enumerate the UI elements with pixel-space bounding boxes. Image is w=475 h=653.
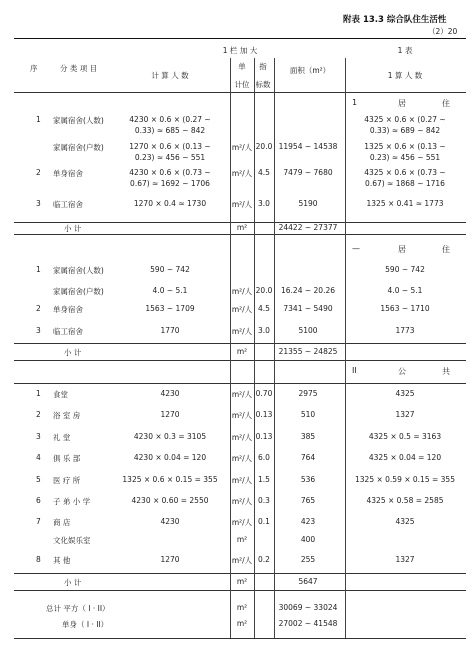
row-right: 1327 [395,555,415,564]
total-unit: m² [236,619,248,628]
table-rule [14,360,466,361]
row-index: 1 [36,389,41,398]
table-rule [14,383,466,384]
section-label: — [352,244,360,253]
subtotal-unit: m² [236,223,248,232]
row-norm: 1.5 [258,475,270,484]
row-right: 1773 [395,326,415,335]
row-calc: 1270 × 0.4 ≈ 1730 [133,199,207,208]
subtotal-area: 5647 [298,577,318,586]
row-area: 385 [300,432,316,441]
row-unit: m²/人 [231,518,253,527]
row-unit: m²/人 [231,169,253,178]
row-name: 家属宿舍(户数) [53,287,104,296]
row-right: 4325 × 0.58 = 2585 [366,496,444,505]
row-unit: m²/人 [231,287,253,296]
row-index: 7 [36,517,41,526]
row-name: 家属宿舍(户数) [53,143,104,152]
row-right: 4325 [395,389,415,398]
row-calc: 1563 ~ 1709 [145,304,195,313]
row-unit: m²/人 [231,454,253,463]
section-label: 1 [352,98,358,107]
row-calc: 4230 × 0.04 = 120 [133,453,207,462]
row-area: 7479 ~ 7680 [283,168,333,177]
table-title: 附表 13.3 综合队住生活性 [343,15,447,25]
row-area: 510 [300,410,316,419]
row-name: 浴 室 房 [53,411,81,420]
row-area: 11954 ~ 14538 [278,142,338,151]
row-norm: 4.5 [258,304,270,313]
row-right-2: 0.67) ≈ 1868 ~ 1716 [365,179,445,188]
row-unit: m²/人 [231,476,253,485]
column-norm-top: 指 [259,62,267,71]
table-rule [14,92,466,93]
row-area: 536 [300,475,316,484]
section-label: 共 [442,367,450,376]
row-unit: m²/人 [231,497,253,506]
row-unit: m²/人 [231,390,253,399]
column-group-left: 1 栏 加 大 [222,46,258,55]
table-rule [14,638,466,639]
row-area: 764 [300,453,316,462]
row-right: 1327 [395,410,415,419]
row-norm: 0.3 [258,496,270,505]
table-note: （2）20 [428,27,458,36]
row-calc: 1270 [160,555,180,564]
row-norm: 0.70 [255,389,273,398]
column-unit-bottom: 计位 [234,80,250,89]
row-name: 食堂 [53,390,68,399]
total-area: 30069 ~ 33024 [278,603,338,612]
row-unit: m²/人 [231,411,253,420]
section-label: II [352,366,357,375]
row-calc-2: 0.33) ≈ 685 ~ 842 [134,126,206,135]
row-calc: 590 ~ 742 [150,265,190,274]
section-label: 住 [442,245,450,254]
row-name: 单身宿舍 [53,305,83,314]
subtotal-label: 小 计 [64,348,82,357]
row-index: 8 [36,555,41,564]
table-rule [14,573,466,574]
subtotal-area: 21355 ~ 24825 [278,347,338,356]
row-name: 临工宿舍 [53,200,83,209]
table-rule [14,234,466,235]
row-index: 6 [36,496,41,505]
row-name: 礼 堂 [53,433,71,442]
row-unit: m²/人 [231,556,253,565]
row-right: 1325 × 0.41 ≈ 1773 [366,199,444,208]
row-norm: 4.5 [258,168,270,177]
row-calc: 1325 × 0.6 × 0.15 = 355 [122,475,218,484]
row-calc: 1770 [160,326,180,335]
row-area: 5190 [298,199,318,208]
section-label: 居 [398,245,406,254]
row-calc: 4230 × 0.6 × (0.27 ~ [129,115,211,124]
row-area: 16.24 ~ 20.26 [281,286,335,295]
row-right: 1563 ~ 1710 [380,304,430,313]
row-calc: 4230 [160,517,180,526]
row-index: 1 [36,265,41,274]
row-index: 4 [36,453,41,462]
row-index: 3 [36,326,41,335]
row-unit: m²/人 [231,327,253,336]
row-calc: 4230 [160,389,180,398]
subtotal-area: 24422 ~ 27377 [278,223,338,232]
column-rule [345,58,346,638]
row-area: 5100 [298,326,318,335]
row-index: 5 [36,475,41,484]
row-name: 其 他 [53,556,71,565]
row-calc: 1270 × 0.6 × (0.13 ~ [129,142,211,151]
row-area: 2975 [298,389,318,398]
row-name: 临工宿舍 [53,327,83,336]
row-norm: 0.1 [258,517,270,526]
row-right-2: 0.23) ≈ 456 ~ 551 [369,153,441,162]
table-rule [14,343,466,344]
row-index: 3 [36,432,41,441]
row-calc-2: 0.67) ≈ 1692 ~ 1706 [130,179,210,188]
subtotal-unit: m² [236,347,248,356]
row-norm: 20.0 [255,142,273,151]
row-area: 400 [300,535,316,544]
subtotal-unit: m² [236,577,248,586]
column-rule [230,58,231,638]
column-item: 分 类 项 目 [60,64,98,73]
column-group-right: 1 表 [397,46,413,55]
column-rule [274,58,275,638]
column-right-basis: 1 算 人 数 [387,71,423,80]
row-right-2: 0.33) ≈ 689 ~ 842 [369,126,441,135]
row-index: 1 [36,115,41,124]
section-label: 住 [442,99,450,108]
row-area: 423 [300,517,316,526]
subtotal-label: 小 计 [64,578,82,587]
row-right: 4325 × 0.6 × (0.27 ~ [364,115,446,124]
row-index: 2 [36,304,41,313]
row-calc: 4.0 ~ 5.1 [152,286,188,295]
row-unit: m² [236,535,248,544]
row-name: 家属宿舍(人数) [53,266,104,275]
row-name: 医 疗 所 [53,476,81,485]
row-unit: m²/人 [231,200,253,209]
row-name: 家属宿舍(人数) [53,116,104,125]
row-right: 4325 [395,517,415,526]
subtotal-label: 小 计 [64,224,82,233]
column-unit-top: 单 [238,62,246,71]
row-norm: 20.0 [255,286,273,295]
section-label: 居 [398,99,406,108]
row-calc-2: 0.23) ≈ 456 ~ 551 [134,153,206,162]
table-rule [14,590,466,591]
row-right: 1325 × 0.59 × 0.15 = 355 [355,475,455,484]
row-area: 255 [300,555,316,564]
column-area: 面积（m²） [289,66,331,75]
total-label: 总计 平方（ I · II） [46,604,110,613]
row-right: 1325 × 0.6 × (0.13 ~ [364,142,446,151]
row-right: 4.0 ~ 5.1 [387,286,423,295]
row-unit: m²/人 [231,143,253,152]
row-index: 3 [36,199,41,208]
row-norm: 3.0 [258,199,270,208]
table-rule [14,38,466,39]
row-norm: 3.0 [258,326,270,335]
total-label: 单身（ I · II） [62,620,109,629]
row-calc: 4230 × 0.60 = 2550 [131,496,209,505]
row-name: 单身宿舍 [53,169,83,178]
row-calc: 1270 [160,410,180,419]
row-norm: 0.2 [258,555,270,564]
row-calc: 4230 × 0.6 × (0.73 ~ [129,168,211,177]
row-index: 2 [36,410,41,419]
row-unit: m²/人 [231,433,253,442]
row-name: 文化娱乐室 [53,536,91,545]
column-index: 序 [30,64,38,73]
row-area: 7341 ~ 5490 [283,304,333,313]
row-norm: 6.0 [258,453,270,462]
row-calc: 4230 × 0.3 = 3105 [133,432,207,441]
row-right: 4325 × 0.6 × (0.73 ~ [364,168,446,177]
total-unit: m² [236,603,248,612]
row-norm: 0.13 [255,410,273,419]
row-area: 765 [300,496,316,505]
row-name: 子 弟 小 学 [53,497,91,506]
row-unit: m²/人 [231,305,253,314]
section-label: 公 [398,367,406,376]
row-right: 590 ~ 742 [385,265,425,274]
total-area: 27002 ~ 41548 [278,619,338,628]
row-right: 4325 × 0.5 = 3163 [368,432,442,441]
row-name: 俱 乐 部 [53,454,81,463]
column-rule [254,58,255,638]
column-calc-basis: 计 算 人 数 [151,71,189,80]
row-index: 2 [36,168,41,177]
row-right: 4325 × 0.04 = 120 [368,453,442,462]
row-name: 商 店 [53,518,71,527]
row-norm: 0.13 [255,432,273,441]
column-norm-bottom: 标数 [255,80,271,89]
